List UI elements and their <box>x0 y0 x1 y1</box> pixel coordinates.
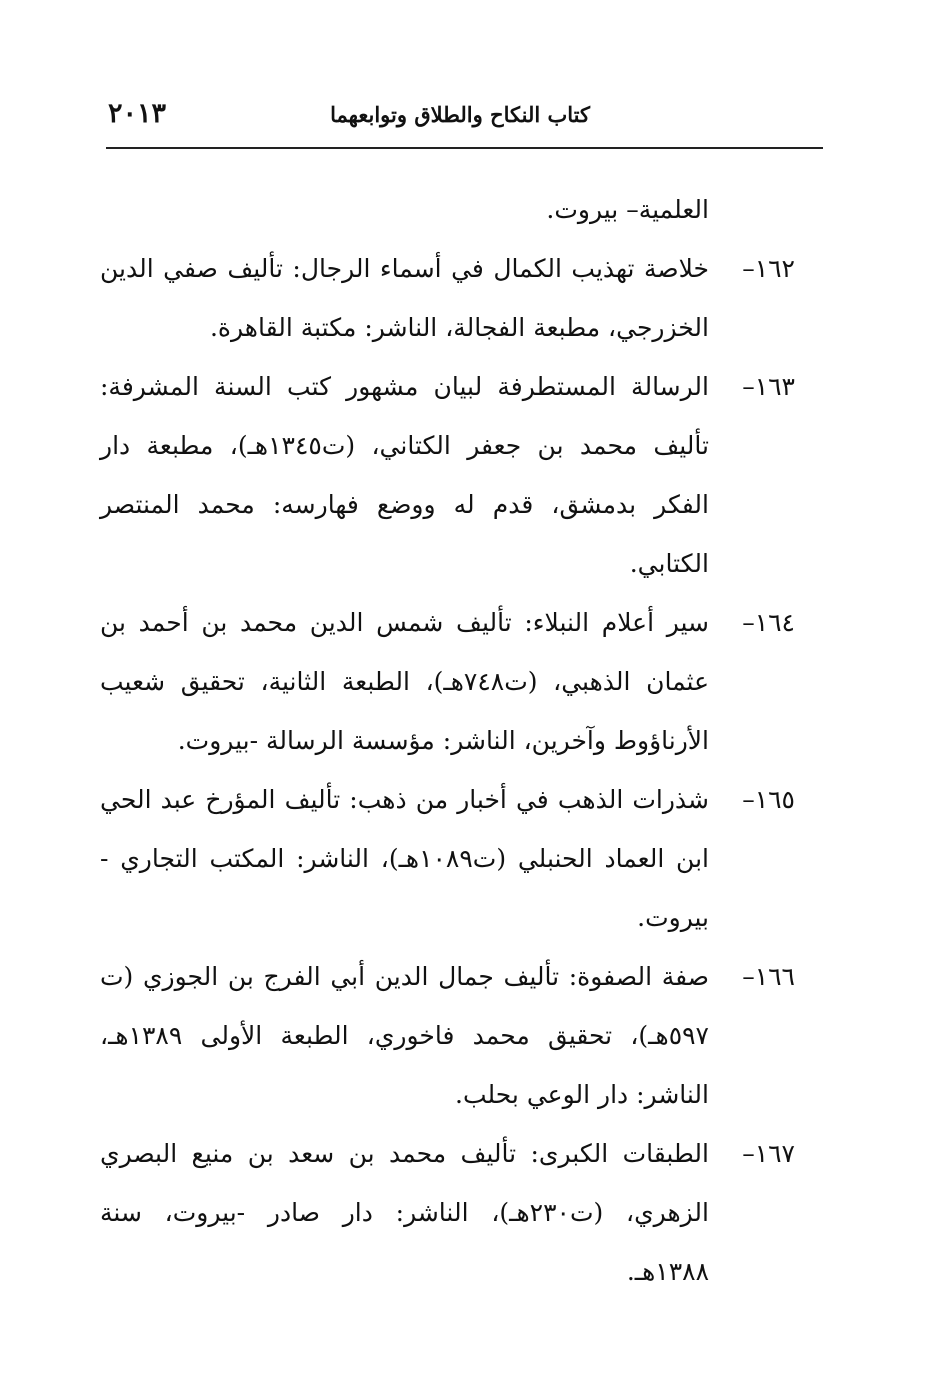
bibliography-entry-162 <box>100 239 795 357</box>
entry-number: ١٦٣– <box>742 372 795 401</box>
bibliography-entry-165 <box>100 770 795 947</box>
entry-text: سير أعلام النبلاء: تأليف شمس الدين محمد بن أحمد بن عثمان الذهبي، (ت٧٤٨هـ)، الطبعة الثانية، تحقيق شعيب الأرناؤوط وآخرين، الناشر: مؤسسة الرسالة -بيروت. <box>100 608 709 755</box>
entry-text: الرسالة المستطرفة لبيان مشهور كتب السنة المشرفة: تأليف محمد بن جعفر الكتاني، (ت١٣٤٥هـ)، مطبعة دار الفكر بدمشق، قدم له ووضع فهارسه: محمد المنتصر الكتابي. <box>100 372 709 578</box>
entry-text: صفة الصفوة: تأليف جمال الدين أبي الفرج بن الجوزي (ت ٥٩٧هـ)، تحقيق محمد فاخوري، الطبعة الأولى ١٣٨٩هـ، الناشر: دار الوعي بحلب. <box>100 962 709 1109</box>
entry-text: شذرات الذهب في أخبار من ذهب: تأليف المؤرخ عبد الحي ابن العماد الحنبلي (ت١٠٨٩هـ)، الناشر: المكتب التجاري - بيروت. <box>100 785 709 932</box>
book-title: كتاب النكاح والطلاق وتوابعهما <box>330 102 590 127</box>
entry-number: ١٦٦– <box>742 962 795 991</box>
entry-text: خلاصة تهذيب الكمال في أسماء الرجال: تأليف صفي الدين الخزرجي، مطبعة الفجالة، الناشر: مكتبة القاهرة. <box>100 254 709 342</box>
bibliography-entry-167 <box>100 1124 795 1301</box>
page-number: ٢٠١٣ <box>108 98 167 129</box>
bibliography-entry-164 <box>100 593 795 770</box>
entry-number: ١٦٥– <box>742 785 795 814</box>
header-divider <box>106 147 823 149</box>
bibliography-entry-163 <box>100 357 795 593</box>
bibliography-entry-166 <box>100 947 795 1124</box>
entry-text: الطبقات الكبرى: تأليف محمد بن سعد بن منيع البصري الزهري، (ت٢٣٠هـ)، الناشر: دار صادر -بيروت، سنة ١٣٨٨هـ. <box>100 1139 709 1286</box>
entry-number: ١٦٤– <box>742 608 795 637</box>
running-header <box>108 96 823 140</box>
continuation-text: العلمية– بيروت. <box>546 195 709 224</box>
bibliography-list <box>100 180 795 1301</box>
entry-number: ١٦٧– <box>742 1139 795 1168</box>
entry-number: ١٦٢– <box>742 254 795 283</box>
